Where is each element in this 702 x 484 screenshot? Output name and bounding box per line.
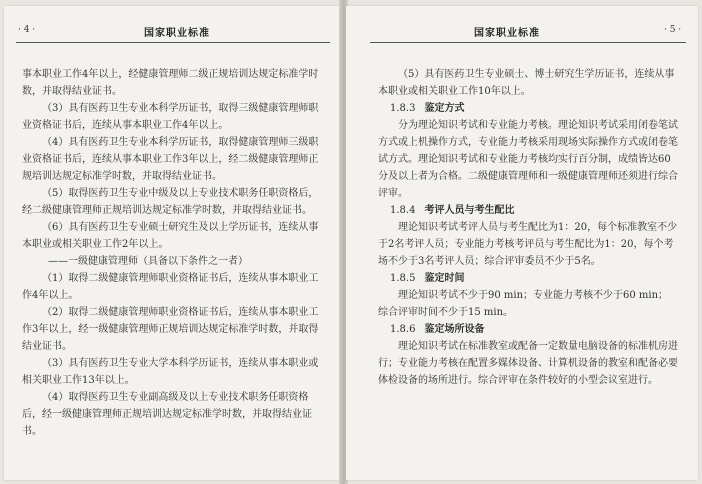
left-header-rule: [16, 42, 330, 43]
section-number: 1.8.5: [390, 273, 416, 284]
paragraph: （3）具有医药卫生专业本科学历证书，取得三级健康管理师职业资格证书后，连续从事本职业工作4年以上。: [22, 103, 319, 131]
section-heading: [378, 202, 678, 219]
right-page-number: · 5 ·: [664, 25, 682, 35]
right-body: [378, 66, 678, 389]
left-page: [4, 6, 340, 480]
section-title: 鉴定方式: [424, 103, 465, 114]
section-number: 1.8.6: [390, 324, 416, 335]
paragraph: （5）具有医药卫生专业硕士、博士研究生学历证书，连续从事本职业或相关职业工作10年以上。: [378, 69, 675, 97]
paragraph: （1）取得二级健康管理师职业资格证书后，连续从事本职业工作4年以上。: [22, 273, 319, 301]
section-number: 1.8.3: [390, 103, 416, 114]
paragraph: （3）具有医药卫生专业大学本科学历证书，连续从事本职业或相关职业工作13年以上。: [22, 358, 319, 386]
left-running-header: 国家职业标准: [144, 28, 210, 39]
section-number: 1.8.4: [390, 205, 416, 216]
paragraph: 理论知识考试在标准教室或配备一定数量电脑设备的标准机房进行；专业能力考核在配置多媒体设备、计算机设备的教室和配备必要体检设备的场所进行。综合评审在条件较好的小型会议室进行。: [378, 341, 678, 386]
paragraph: 理论知识考试考评人员与考生配比为1：20，每个标准教室不少于2名考评人员；专业能力考核考评员与考生配比为1：20，每个考场不少于3名考评人员；综合评审委员不少于5名。: [378, 222, 678, 267]
section-title: 鉴定时间: [424, 273, 465, 284]
paragraph: （4）具有医药卫生专业本科学历证书，取得健康管理师三级职业资格证书后，连续从事本职业工作3年以上，经二级健康管理师正规培训达规定标准学时数，并取得结业证书。: [22, 137, 319, 182]
paragraph: （4）取得医药卫生专业副高级及以上专业技术职务任职资格后，经一级健康管理师正规培训达规定标准学时数，并取得结业证书。: [22, 392, 312, 437]
section-title: 鉴定场所设备: [424, 324, 485, 335]
paragraph: （5）取得医药卫生专业中级及以上专业技术职务任职资格后，经二级健康管理师正规培训达规定标准学时数，并取得结业证书。: [22, 188, 319, 216]
paragraph: 分为理论知识考试和专业能力考核。理论知识考试采用闭卷笔试方式或上机操作方式，专业能力考核采用现场实际操作方式或闭卷笔试方式。理论知识考试和专业能力考核均实行百分制，成绩皆达60分及以上者为合格。二级健康管理师和一级健康管理师还须进行综合评审。: [378, 120, 678, 199]
section-heading: [378, 321, 678, 338]
right-header-rule: [370, 42, 686, 43]
right-running-header: 国家职业标准: [474, 28, 540, 39]
section-heading: [378, 100, 678, 117]
left-body: [22, 66, 324, 440]
paragraph: 事本职业工作4年以上，经健康管理师二级正规培训达规定标准学时数，并取得结业证书。: [22, 69, 319, 97]
paragraph: （2）取得二级健康管理师职业资格证书后，连续从事本职业工作3年以上，经一级健康管理师正规培训达规定标准学时数，并取得结业证书。: [22, 307, 319, 352]
section-title: 考评人员与考生配比: [424, 205, 515, 216]
paragraph-heading: ——一级健康管理师（具备以下条件之一者）: [48, 256, 248, 267]
section-heading: [378, 270, 678, 287]
paragraph: 理论知识考试不少于90 min；专业能力考核不少于60 min；综合评审时间不少于15 min。: [378, 290, 669, 318]
paragraph: （6）具有医药卫生专业硕士研究生及以上学历证书，连续从事本职业或相关职业工作2年以上。: [22, 222, 319, 250]
left-page-number: · 4 ·: [18, 25, 36, 35]
right-page: [346, 6, 698, 480]
